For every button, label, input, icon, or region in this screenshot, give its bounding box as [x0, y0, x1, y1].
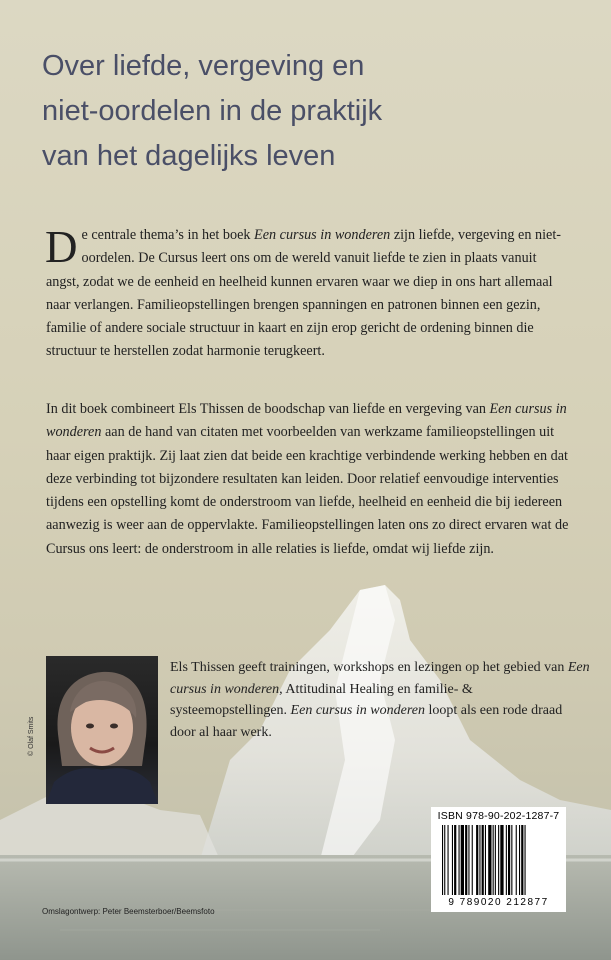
isbn-label: ISBN 978-90-202-1287-7 [437, 810, 560, 822]
barcode-bar [495, 825, 496, 895]
barcode-bar [442, 825, 443, 895]
isbn-barcode-block [431, 807, 566, 912]
barcode-bar [444, 825, 445, 895]
photo-credit: © Olaf Smits [28, 716, 35, 756]
barcode [440, 825, 557, 895]
author-bio-text: , Attitudinal Healing en familie- & systeemopstellingen. [170, 681, 473, 718]
book-title-reference: Een cursus in wonderen [290, 703, 425, 718]
barcode-bar [511, 825, 512, 895]
barcode-bar [482, 825, 484, 895]
tagline-line: niet-oordelen in de praktijk [42, 95, 383, 127]
barcode-bar [506, 825, 507, 895]
barcode-bar [485, 825, 486, 895]
barcode-bar [500, 825, 503, 895]
author-bio [170, 657, 590, 743]
book-title-reference: Een cursus in wonderen [170, 660, 590, 697]
barcode-bar [519, 825, 520, 895]
summary-paragraph [46, 398, 569, 561]
barcode-bar [454, 825, 456, 895]
barcode-bar [459, 825, 460, 895]
author-bio-text: loopt als een rode draad door al haar werk. [170, 703, 563, 740]
barcode-bar [498, 825, 499, 895]
intro-text: zijn liefde, vergeving en niet-oordelen. De Cursus leert ons om de wereld vanuit liefde te zien in plaats vanuit angst, zodat we de eenheid en heelheid kunnen ervaren waar we diep in ons hart allemaal naar verlangen. Familieopstellingen brengen spanningen en patronen binnen een gezin, familie of andere sociale structuur in kaart en zijn erop gericht de ordening binnen die structuur te herstellen zodat harmonie terugkeert. [46, 227, 561, 360]
barcode-bar [488, 825, 491, 895]
barcode-bar [452, 825, 453, 895]
drop-cap: D [45, 222, 78, 272]
barcode-bar [472, 825, 473, 895]
barcode-bar [508, 825, 510, 895]
barcode-bar [521, 825, 523, 895]
cover-tagline [42, 44, 582, 179]
barcode-bar [468, 825, 469, 895]
summary-text: In dit boek combineert Els Thissen de boodschap van liefde en vergeving van [46, 401, 490, 417]
book-title-reference: Een cursus in wonderen [46, 401, 567, 441]
author-bio-text: Els Thissen geeft trainingen, workshops en lezingen op het gebied van [170, 660, 568, 675]
author-photo [46, 656, 158, 804]
book-title-reference: Een cursus in wonderen [254, 227, 391, 243]
tagline-line: van het dagelijks leven [42, 140, 336, 172]
tagline-line: Over liefde, vergeving en [42, 50, 365, 82]
barcode-bar [476, 825, 478, 895]
barcode-bar [493, 825, 494, 895]
intro-paragraph [46, 224, 569, 364]
barcode-bar [479, 825, 480, 895]
cover-design-credit: Omslagontwerp: Peter Beemsterboer/Beemsfoto [42, 907, 215, 916]
barcode-bar [525, 825, 526, 895]
barcode-bar [461, 825, 464, 895]
author-portrait-image [46, 656, 158, 804]
barcode-number: 9 789020 212877 [448, 897, 549, 908]
summary-text: aan de hand van citaten met voorbeelden van werkzame familieopstellingen uit haar eigen praktijk. Zij laat zien dat beide een krachtige verbindende werking hebben en dat deze verbinding tot bijzondere resultaten kan leiden. Door relatief eenvoudige interventies tijdens een opstelling komt de onderstroom van liefde, heelheid en eenheid die bij iedereen aanwezig is weer aan de oppervlakte. Familieopstellingen laten ons zo direct ervaren wat de Cursus ons leert: de onderstroom in alle relaties is liefde, omdat wij liefde zijn. [46, 424, 569, 557]
barcode-bar [448, 825, 449, 895]
intro-text: e centrale thema’s in het boek [81, 227, 255, 243]
barcode-bar [465, 825, 467, 895]
barcode-bar [516, 825, 517, 895]
